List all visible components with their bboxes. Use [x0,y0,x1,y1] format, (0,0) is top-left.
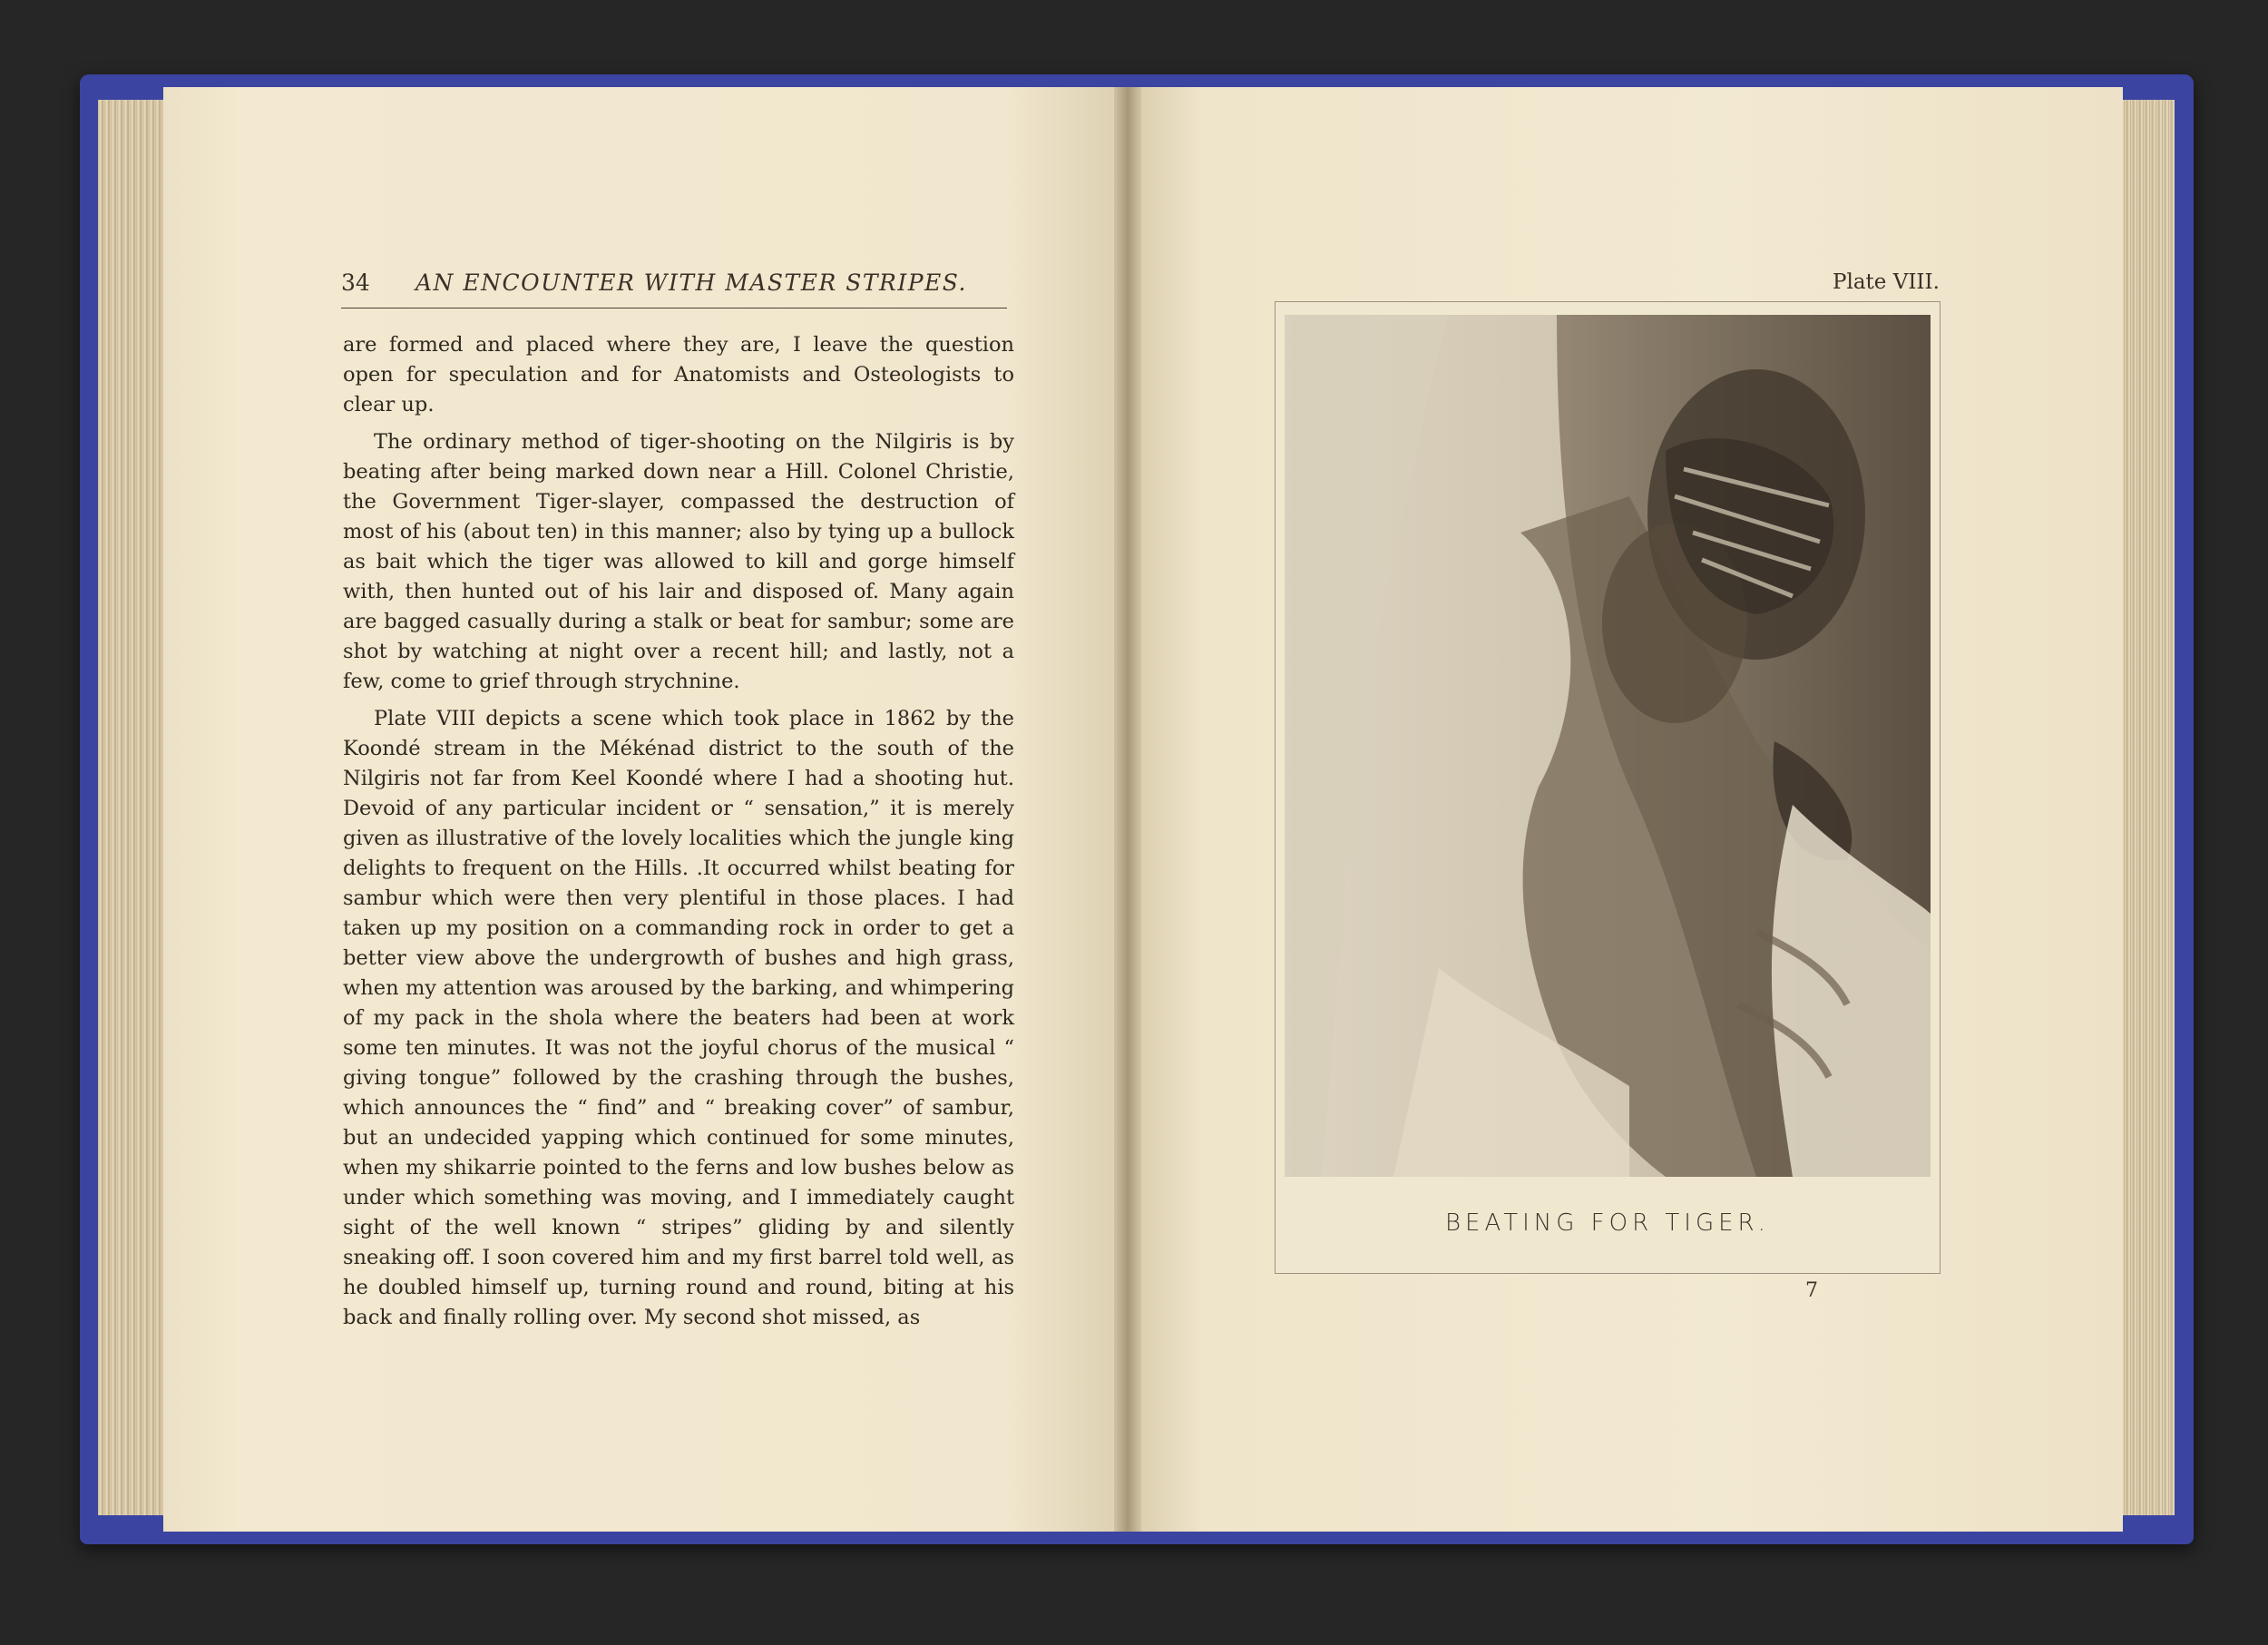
plate-caption: BEATING FOR TIGER. [1445,1209,1770,1237]
left-page-number: 34 [341,269,370,296]
page-edges-right [2118,100,2175,1515]
plate-photograph [1285,315,1931,1177]
book-gutter [1114,87,1141,1532]
running-title: AN ENCOUNTER WITH MASTER STRIPES. [415,269,967,296]
page-edges-left [98,100,171,1515]
running-head [341,266,1007,308]
body-text [343,330,1014,1340]
paragraph: Plate VIII depicts a scene which took place in 1862 by the Koondé stream in the Mékénad district to the south of the Nilgiris not far from Keel Koondé where I had a shooting hut. Devoid of any particular incident or “ sensation,” it is merely given as illustrative of the lovely localities which the jungle king delights to frequent on the Hills. .It occurred whilst beating for sambur which were then very plentiful in those places. I had taken up my position on a commanding rock in order to get a better view above the undergrowth of bushes and high grass, when my attention was aroused by the barking, and whimpering of my pack in the shola where the beaters had been at work some ten minutes. It was not the joyful chorus of the musical “ giving tongue” followed by the crashing through the bushes, which announces the “ find” and “ breaking cover” of sambur, but an undecided yapping which continued for some minutes, when my shikarrie pointed to the ferns and low bushes below as under which something was moving, and I immediately caught sight of the well known “ stripes” gliding by and silently sneaking off. I soon covered him and my first barrel told well, as he doubled himself up, turning round and round, biting at his back and finally rolling over. My second shot missed, as [343,707,1014,1329]
right-page-number: 7 [1805,1279,1818,1302]
plate-label: Plate VIII. [1833,270,1940,294]
paragraph: are formed and placed where they are, I leave the question open for speculation and for Anatomists and Osteologists to clear up. [343,333,1014,416]
paragraph: The ordinary method of tiger-shooting on the Nilgiris is by beating after being marked down near a Hill. Colonel Christie, the Government Tiger-slayer, compassed the destruction of most of his (about ten) in this manner; also by tying up a bullock as bait which the tiger was allowed to kill and gorge himself with, then hunted out of his lair and disposed of. Many again are bagged casually during a stalk or beat for sambur; some are shot by watching at night over a recent hill; and lastly, not a few, come to grief through strychnine. [343,430,1014,693]
plate-frame [1275,301,1941,1274]
